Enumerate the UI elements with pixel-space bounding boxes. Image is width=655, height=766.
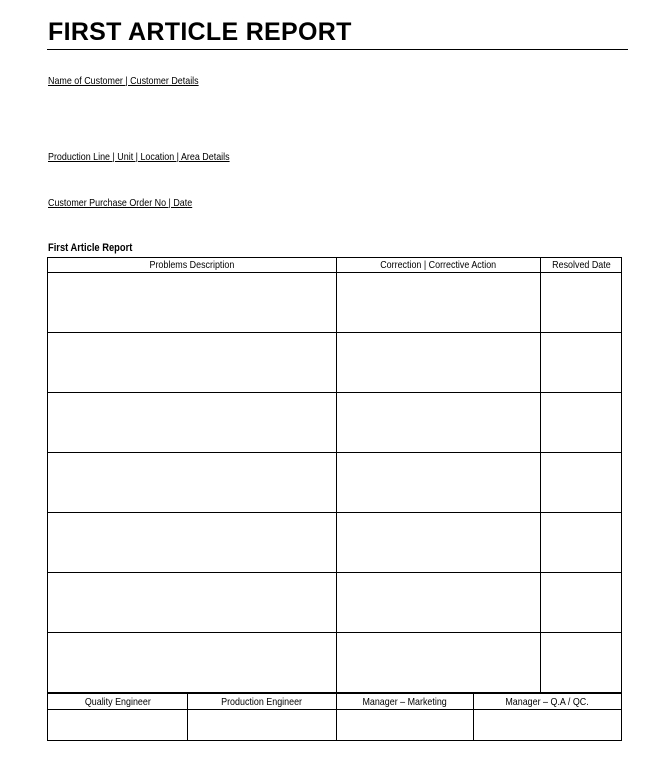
title-rule	[47, 49, 628, 50]
signature-table	[47, 693, 622, 741]
date-cell[interactable]	[541, 513, 622, 573]
report-table-header	[48, 258, 622, 273]
signature-cell-manager-qa[interactable]	[474, 710, 622, 741]
purchase-order-field-label: Customer Purchase Order No | Date	[48, 197, 193, 209]
problem-cell[interactable]	[48, 333, 337, 393]
action-cell[interactable]	[337, 513, 541, 573]
signature-row	[48, 710, 622, 741]
table-row	[48, 573, 622, 633]
customer-field-label: Name of Customer | Customer Details	[48, 75, 199, 87]
header-corrective-action: Correction | Corrective Action	[337, 258, 541, 273]
table-row	[48, 273, 622, 333]
action-cell[interactable]	[337, 633, 541, 693]
problem-cell[interactable]	[48, 393, 337, 453]
action-cell[interactable]	[337, 453, 541, 513]
table-row	[48, 513, 622, 573]
date-cell[interactable]	[541, 273, 622, 333]
header-resolved-date: Resolved Date	[541, 258, 622, 273]
problem-cell[interactable]	[48, 573, 337, 633]
signature-cell-production-engineer[interactable]	[188, 710, 337, 741]
action-cell[interactable]	[337, 273, 541, 333]
section-title: First Article Report	[48, 242, 133, 254]
table-row	[48, 453, 622, 513]
date-cell[interactable]	[541, 333, 622, 393]
action-cell[interactable]	[337, 573, 541, 633]
signature-label-manager-qa: Manager – Q.A / QC.	[474, 694, 622, 710]
problem-cell[interactable]	[48, 453, 337, 513]
problem-cell[interactable]	[48, 633, 337, 693]
table-row	[48, 633, 622, 693]
signature-cell-manager-marketing[interactable]	[337, 710, 474, 741]
date-cell[interactable]	[541, 393, 622, 453]
problem-cell[interactable]	[48, 513, 337, 573]
signature-label-manager-marketing: Manager – Marketing	[337, 694, 474, 710]
table-row	[48, 333, 622, 393]
action-cell[interactable]	[337, 333, 541, 393]
date-cell[interactable]	[541, 453, 622, 513]
problem-cell[interactable]	[48, 273, 337, 333]
date-cell[interactable]	[541, 633, 622, 693]
report-table	[47, 257, 622, 693]
signature-label-quality-engineer: Quality Engineer	[48, 694, 188, 710]
signature-header-row	[48, 694, 622, 710]
page-title: FIRST ARTICLE REPORT	[48, 18, 352, 46]
date-cell[interactable]	[541, 573, 622, 633]
table-row	[48, 393, 622, 453]
signature-cell-quality-engineer[interactable]	[48, 710, 188, 741]
signature-label-production-engineer: Production Engineer	[188, 694, 337, 710]
header-problems-description: Problems Description	[48, 258, 337, 273]
production-field-label: Production Line | Unit | Location | Area Details	[48, 151, 230, 163]
action-cell[interactable]	[337, 393, 541, 453]
